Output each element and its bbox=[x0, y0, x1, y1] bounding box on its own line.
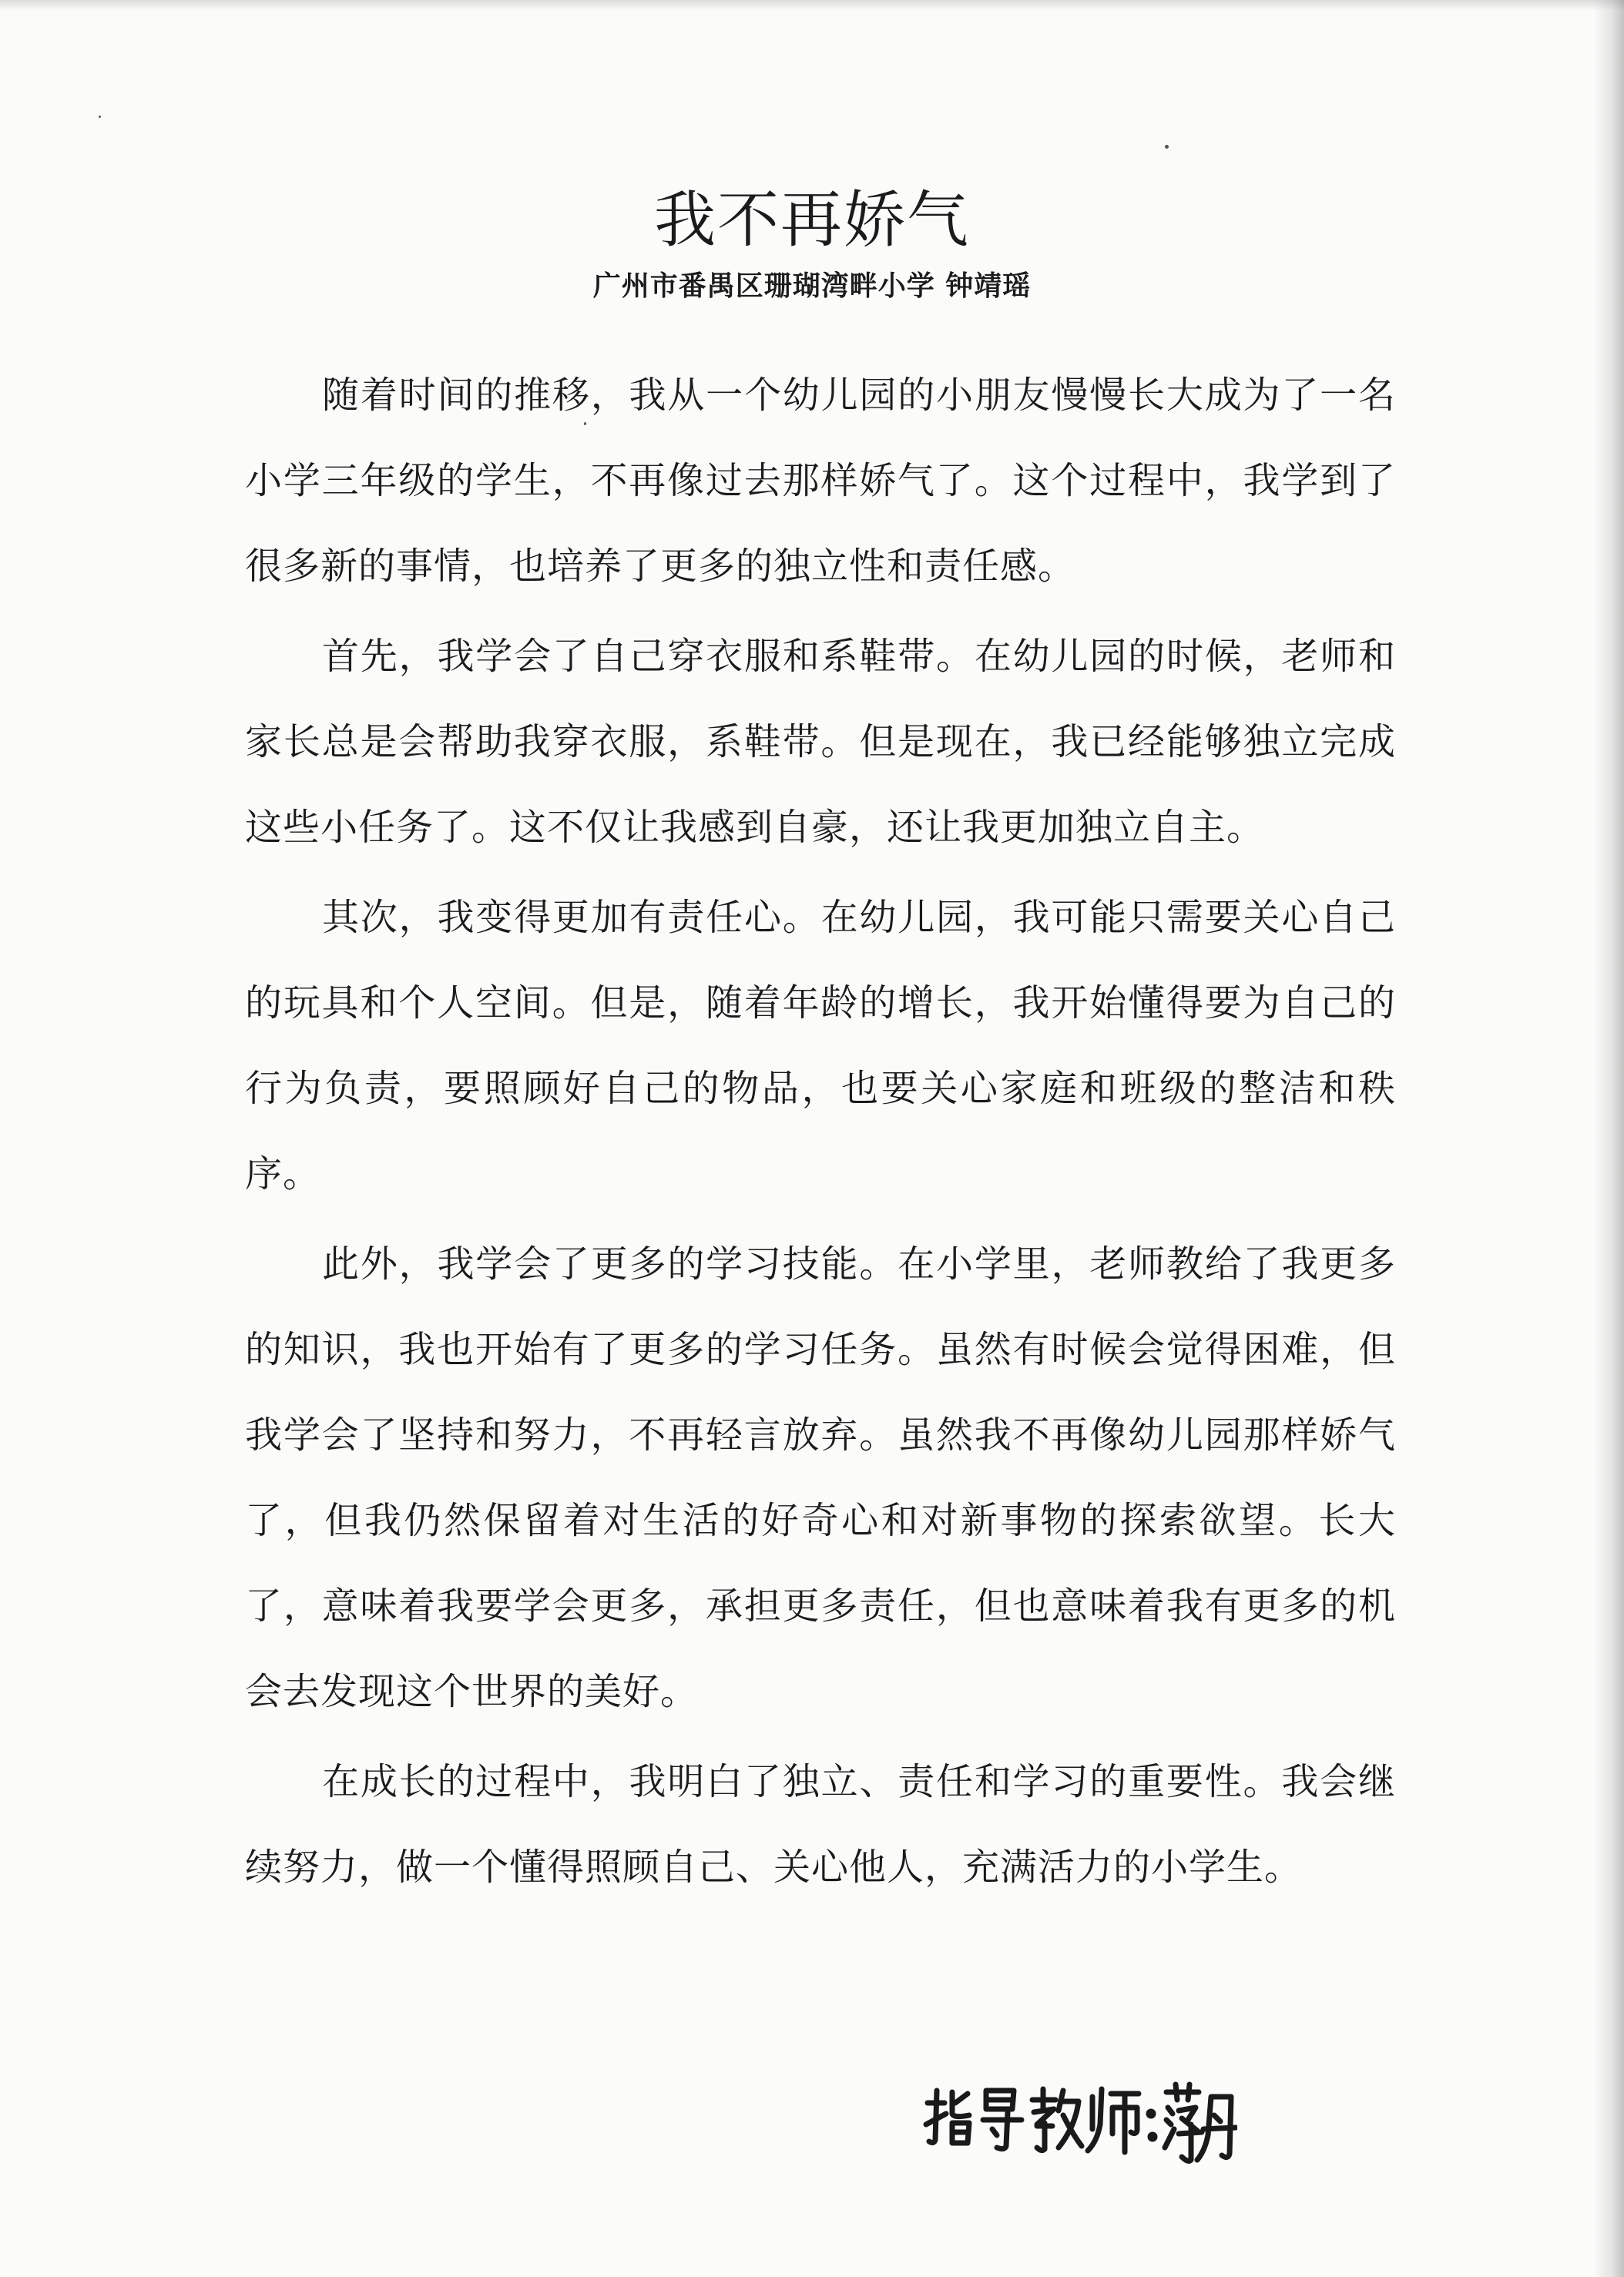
handwritten-signature bbox=[921, 2080, 1237, 2172]
paragraph: 其次，我变得更加有责任心。在幼儿园，我可能只需要关心自己的玩具和个人空间。但是，随着年龄的增长，我开始懂得要为自己的行为负责，要照顾好自己的物品，也要关心家庭和班级的整洁和秩序。 bbox=[245, 896, 1396, 1196]
scan-shadow-top bbox=[0, 0, 1624, 11]
author-byline: 广州市番禺区珊瑚湾畔小学 钟靖瑶 bbox=[592, 270, 1032, 302]
paragraph: 随着时间的推移，我从一个幼儿园的小朋友慢慢长大成为了一名小学三年级的学生，不再像过去那样娇气了。这个过程中，我学到了很多新的事情，也培养了更多的独立性和责任感。 bbox=[245, 374, 1396, 588]
paragraph: 此外，我学会了更多的学习技能。在小学里，老师教给了我更多的知识，我也开始有了更多的学习任务。虽然有时候会觉得困难，但我学会了坚持和努力，不再轻言放弃。虽然我不再像幼儿园那样娇气了，但我仍然保留着对生活的好奇心和对新事物的探索欲望。长大了，意味着我要学会更多，承担更多责任，但也意味着我有更多的机会去发现这个世界的美好。 bbox=[245, 1242, 1396, 1713]
scan-speck bbox=[1165, 145, 1169, 149]
scan-shadow-right bbox=[1593, 0, 1624, 2277]
scan-speck bbox=[99, 116, 101, 118]
essay-body bbox=[245, 353, 1396, 1915]
paragraph: 首先，我学会了自己穿衣服和系鞋带。在幼儿园的时候，老师和家长总是会帮助我穿衣服，系鞋带。但是现在，我已经能够独立完成这些小任务了。这不仅让我感到自豪，还让我更加独立自主。 bbox=[245, 635, 1396, 849]
essay-title: 我不再娇气 bbox=[654, 184, 970, 256]
paragraph: 在成长的过程中，我明白了独立、责任和学习的重要性。我会继续努力，做一个懂得照顾自己、关心他人，充满活力的小学生。 bbox=[245, 1760, 1396, 1889]
